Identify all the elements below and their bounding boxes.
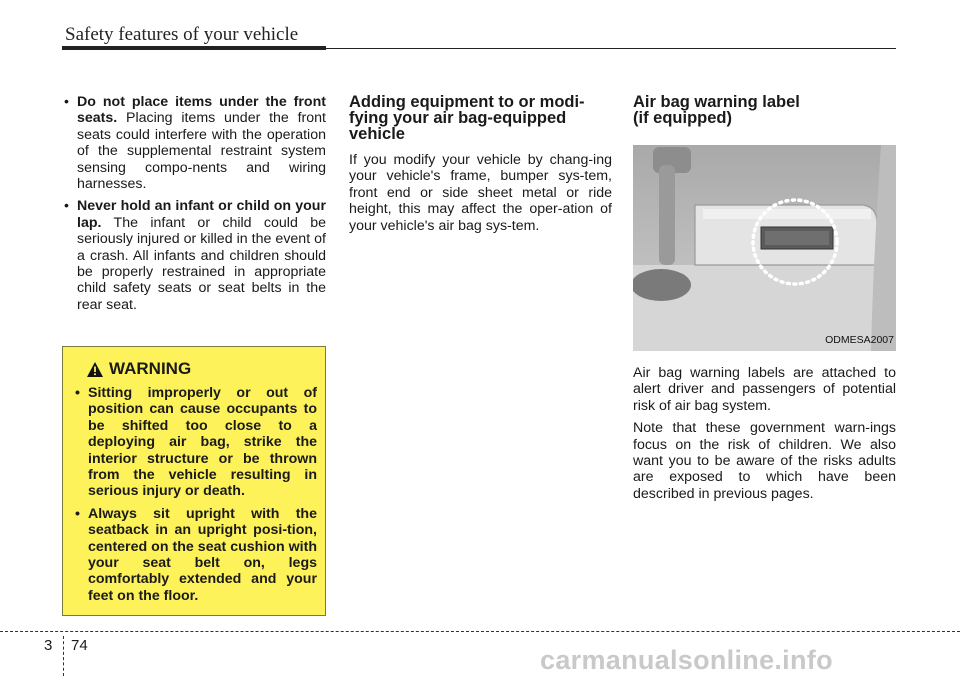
bullet-dot: •: [75, 505, 80, 522]
bullet-text: The infant or child could be seriously injured or killed in the event of a crash. All infants and children should be properly restrained in appropriate child safety seats or seat belts in the rear seat.: [77, 214, 326, 313]
section-heading: Adding equipment to or modi- fying your air bag-equipped vehicle: [349, 93, 585, 143]
figure-caption: ODMESA2007: [825, 333, 894, 346]
airbag-label-figure: [633, 145, 896, 351]
body-paragraph: Air bag warning labels are attached to alert driver and passengers of potential risk of air bag system.: [633, 365, 896, 414]
bullet-dot: •: [64, 198, 69, 215]
column-2: [349, 94, 612, 240]
warning-header: [87, 359, 317, 379]
chapter-number: 3: [44, 637, 53, 654]
warning-box: [62, 346, 326, 616]
page-number: 74: [71, 637, 88, 654]
bullet-dot: •: [75, 385, 80, 401]
list-item: [73, 385, 317, 500]
body-paragraph: Note that these government warn-ings focus on the risk of children. We also want you to be aware of the risks adults are exposed to which have been described in previous pages.: [633, 420, 896, 502]
bullet-dot: •: [64, 94, 69, 110]
warning-triangle-icon: [87, 362, 103, 377]
bullet-bold: Never hold an infant or child on your lap.: [77, 198, 326, 231]
list-item: [73, 506, 317, 604]
watermark: carmanualsonline.info: [540, 645, 833, 675]
footer-divider: [63, 636, 64, 676]
section-heading: Air bag warning label (if equipped): [633, 93, 800, 127]
warning-list: [73, 385, 317, 604]
header-rule: [62, 48, 896, 49]
list-item: [62, 94, 326, 192]
footer-rule: [0, 631, 960, 632]
warning-title: WARNING: [109, 359, 192, 378]
sun-visor-illustration: [633, 145, 896, 351]
bullet-bold: Do not place items under the front seats.: [77, 94, 326, 127]
column-1: [62, 94, 326, 319]
warning-text: Sitting improperly or out of position can cause occupants to be shifted too close to a deploying air bag, strike the interior structure or be thrown from the vehicle resulting in serious injury or death.: [88, 385, 317, 500]
section-title: Safety features of your vehicle: [65, 24, 299, 45]
body-paragraph: If you modify your vehicle by chang-ing your vehicle's frame, bumper sys-tem, front end or side sheet metal or ride height, this may affect the oper-ation of your vehicle's air bag sys-tem.: [349, 152, 612, 234]
list-item: [62, 198, 326, 313]
bullet-text: Placing items under the front seats could interfere with the operation of the supplemental restraint system sensing compo-nents and wiring harnesses.: [77, 110, 326, 193]
warning-text: Always sit upright with the seatback in an upright posi-tion, centered on the seat cushion with your seat belt on, legs comfortably extended and your feet on the floor.: [88, 505, 317, 604]
column-3: [633, 94, 896, 508]
bullet-list: [62, 94, 326, 313]
